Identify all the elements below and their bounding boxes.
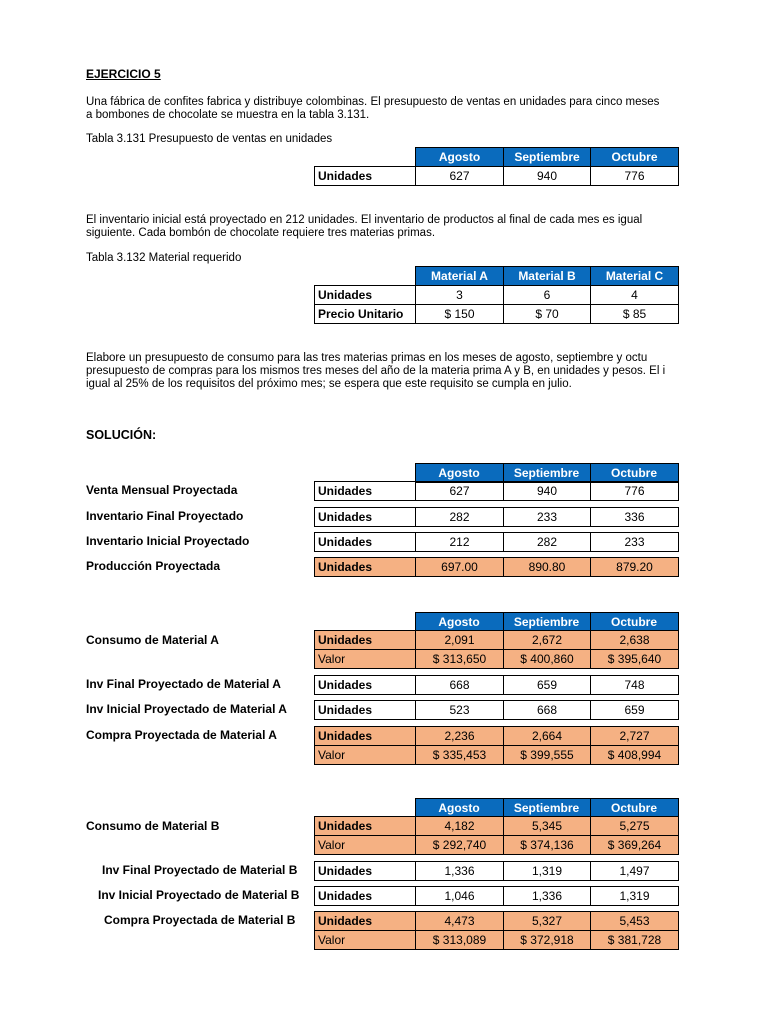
table-row [315, 631, 679, 650]
cell: $ 408,994 [591, 746, 679, 765]
col-header-septiembre: Septiembre [504, 148, 591, 167]
cell: $ 369,264 [591, 836, 679, 855]
cell: 282 [504, 533, 591, 552]
table-row [315, 931, 679, 950]
row-label: Unidades [315, 862, 416, 881]
inv-final-a-row [314, 675, 679, 695]
col-header-agosto: Agosto [416, 148, 504, 167]
cell: $ 150 [416, 305, 504, 324]
cell: 5,345 [504, 817, 591, 836]
row-label: Unidades [315, 817, 416, 836]
inventory-line-1: El inventario inicial está proyectado en 212 unidades. El inventario de productos al final de cada mes es igual [86, 214, 643, 226]
cell: 879.20 [591, 558, 679, 577]
cell: 668 [416, 676, 504, 695]
table132-caption: Tabla 3.132 Material requerido [86, 252, 242, 264]
row-label: Unidades [315, 558, 416, 577]
row-label: Unidades [315, 533, 416, 552]
cell: 697.00 [416, 558, 504, 577]
cell: 1,319 [504, 862, 591, 881]
table-row [315, 508, 679, 527]
col-header-octubre: Octubre [590, 799, 678, 818]
cell: 2,727 [591, 727, 679, 746]
cell: 282 [416, 508, 504, 527]
cell: $ 313,089 [416, 931, 504, 950]
cell: 776 [591, 167, 679, 186]
table-row [315, 887, 679, 906]
table-row [315, 482, 679, 501]
cell: 2,638 [591, 631, 679, 650]
col-header-octubre: Octubre [590, 464, 678, 483]
compra-b-label: Compra Proyectada de Material B [104, 913, 296, 927]
table-132 [314, 266, 679, 324]
cell: 890.80 [504, 558, 591, 577]
col-header-septiembre: Septiembre [503, 799, 590, 818]
inv-final-a-label: Inv Final Proyectado de Material A [86, 677, 281, 691]
consumo-a-label: Consumo de Material A [86, 633, 219, 647]
table-row [315, 650, 679, 669]
cell: $ 399,555 [504, 746, 591, 765]
table-row [315, 701, 679, 720]
venta-mensual-row [314, 481, 679, 501]
col-header-material-a: Material A [416, 267, 504, 286]
cell: 5,453 [591, 912, 679, 931]
cell: $ 400,860 [504, 650, 591, 669]
row-label: Unidades [315, 676, 416, 695]
table-row [315, 727, 679, 746]
task-line-1: Elabore un presupuesto de consumo para las tres materias primas en los meses de agosto, septiembre y octu [86, 352, 648, 364]
consumo-b-table [314, 816, 679, 855]
inventario-inicial-label: Inventario Inicial Proyectado [86, 534, 250, 548]
table-row [315, 817, 679, 836]
cell: $ 381,728 [591, 931, 679, 950]
col-header-septiembre: Septiembre [503, 613, 590, 632]
cell: 2,672 [504, 631, 591, 650]
col-header-octubre: Octubre [590, 613, 678, 632]
table-row [315, 167, 679, 186]
row-label: Valor [315, 746, 416, 765]
task-line-3: igual al 25% de los requisitos del próximo mes; se espera que este requisito se cumpla en julio. [86, 378, 572, 390]
col-header-septiembre: Septiembre [503, 464, 590, 483]
row-label: Unidades [315, 887, 416, 906]
exercise-heading: EJERCICIO 5 [86, 67, 161, 81]
cell: $ 335,453 [416, 746, 504, 765]
row-label: Unidades [315, 167, 416, 186]
cell: 523 [416, 701, 504, 720]
inv-inicial-b-row [314, 886, 679, 906]
cell: 2,091 [416, 631, 504, 650]
row-label: Unidades [315, 631, 416, 650]
venta-mensual-label: Venta Mensual Proyectada [86, 483, 238, 497]
row-label: Precio Unitario [315, 305, 416, 324]
inv-inicial-a-label: Inv Inicial Proyectado de Material A [86, 702, 287, 716]
cell: 5,275 [591, 817, 679, 836]
cell: 4,182 [416, 817, 504, 836]
cell: 5,327 [504, 912, 591, 931]
compra-a-label: Compra Proyectada de Material A [86, 728, 277, 742]
table-row [315, 558, 679, 577]
row-label: Unidades [315, 701, 416, 720]
cell: 4 [591, 286, 679, 305]
inventario-inicial-row [314, 532, 679, 552]
task-line-2: presupuesto de compras para los mismos tres meses del año de la materia prima A y B, en unidades y pesos. El i [86, 365, 666, 377]
cell: 6 [504, 286, 591, 305]
cell: 659 [591, 701, 679, 720]
consumo-b-label: Consumo de Material B [86, 819, 220, 833]
sectionA-header [314, 612, 679, 632]
table-131 [314, 147, 679, 186]
col-header-material-b: Material B [504, 267, 591, 286]
cell: 1,336 [504, 887, 591, 906]
cell: $ 85 [591, 305, 679, 324]
cell: $ 374,136 [504, 836, 591, 855]
row-label: Valor [315, 836, 416, 855]
intro-line-2: a bombones de chocolate se muestra en la tabla 3.131. [86, 109, 370, 121]
col-header-octubre: Octubre [591, 148, 679, 167]
cell: 627 [416, 167, 504, 186]
row-label: Unidades [315, 286, 416, 305]
table-row [315, 912, 679, 931]
cell: 233 [591, 533, 679, 552]
col-header-material-c: Material C [591, 267, 679, 286]
table-row [315, 836, 679, 855]
table-row [315, 533, 679, 552]
table-row [315, 746, 679, 765]
row-label: Unidades [315, 508, 416, 527]
cell: $ 372,918 [504, 931, 591, 950]
row-label: Valor [315, 650, 416, 669]
table131-caption: Tabla 3.131 Presupuesto de ventas en unidades [86, 133, 333, 145]
cell: 776 [591, 482, 679, 501]
produccion-label: Producción Proyectada [86, 559, 221, 573]
solution-heading: SOLUCIÓN: [86, 428, 157, 442]
table-row [315, 862, 679, 881]
cell: $ 395,640 [591, 650, 679, 669]
produccion-row [314, 557, 679, 577]
inventario-final-label: Inventario Final Proyectado [86, 509, 244, 523]
inventory-line-2: siguiente. Cada bombón de chocolate requiere tres materias primas. [86, 227, 436, 239]
consumo-a-table [314, 630, 679, 669]
inv-final-b-label: Inv Final Proyectado de Material B [102, 863, 298, 877]
row-label: Unidades [315, 482, 416, 501]
row-label: Unidades [315, 727, 416, 746]
intro-line-1: Una fábrica de confites fabrica y distribuye colombinas. El presupuesto de ventas en unidades para cinco meses [86, 96, 660, 108]
cell: 233 [504, 508, 591, 527]
table-row [315, 305, 679, 324]
row-label: Unidades [315, 912, 416, 931]
sectionB-header [314, 798, 679, 818]
compra-a-table [314, 726, 679, 765]
col-header-agosto: Agosto [415, 464, 503, 483]
inv-inicial-a-row [314, 700, 679, 720]
inventario-final-row [314, 507, 679, 527]
inv-final-b-row [314, 861, 679, 881]
cell: $ 292,740 [416, 836, 504, 855]
cell: 1,336 [416, 862, 504, 881]
cell: 2,664 [504, 727, 591, 746]
cell: 668 [504, 701, 591, 720]
cell: 212 [416, 533, 504, 552]
cell: 627 [416, 482, 504, 501]
cell: 1,046 [416, 887, 504, 906]
cell: 336 [591, 508, 679, 527]
cell: 1,497 [591, 862, 679, 881]
cell: 659 [504, 676, 591, 695]
cell: 4,473 [416, 912, 504, 931]
cell: 1,319 [591, 887, 679, 906]
cell: 2,236 [416, 727, 504, 746]
inv-inicial-b-label: Inv Inicial Proyectado de Material B [98, 888, 300, 902]
row-label: Valor [315, 931, 416, 950]
col-header-agosto: Agosto [415, 613, 503, 632]
cell: 940 [504, 482, 591, 501]
section1-header [314, 463, 679, 483]
cell: $ 70 [504, 305, 591, 324]
col-header-agosto: Agosto [415, 799, 503, 818]
cell: 748 [591, 676, 679, 695]
table-row [315, 286, 679, 305]
cell: 3 [416, 286, 504, 305]
cell: $ 313,650 [416, 650, 504, 669]
cell: 940 [504, 167, 591, 186]
compra-b-table [314, 911, 679, 950]
table-row [315, 676, 679, 695]
